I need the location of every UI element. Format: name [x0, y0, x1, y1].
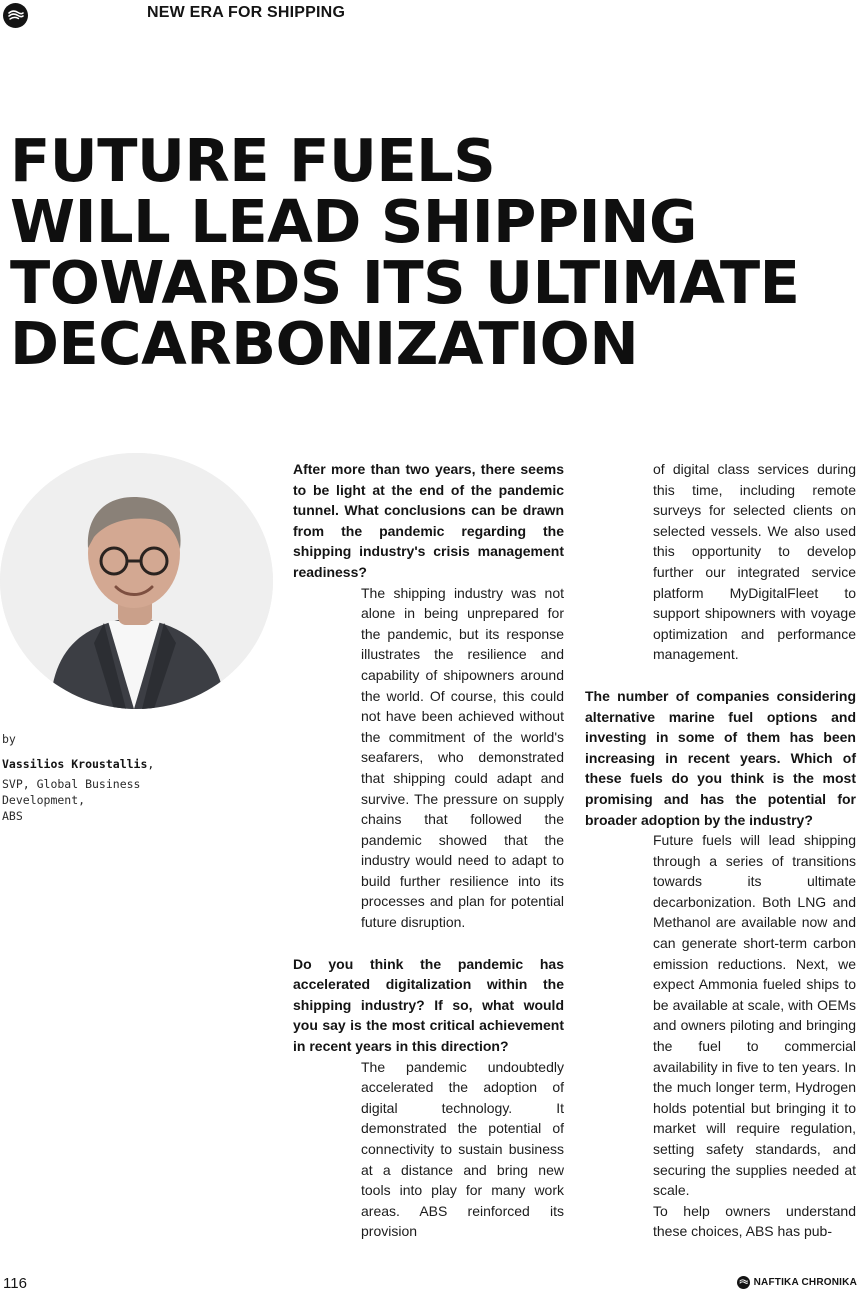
brand-logo-icon — [737, 1276, 750, 1289]
author-byline — [2, 731, 202, 824]
answer-2-continued: of digital class services during this time, including remote surveys for selected clients on selected vessels. We also used this opportunity to develop further our integrated service platform MyDigitalFleet to support shipowners with voyage optimization and performance management. — [653, 461, 856, 663]
author-title-line: Development, — [2, 793, 86, 807]
footer-brand — [737, 1276, 857, 1289]
answer-4: To help owners understand these choices, ABS has pub- — [653, 1202, 856, 1240]
author-portrait — [0, 453, 273, 709]
page-number: 116 — [3, 1275, 27, 1292]
headline-line: DECARBONIZATION — [10, 309, 639, 378]
author-title-line: SVP, Global Business — [2, 777, 141, 791]
article-column-2 — [293, 459, 564, 1242]
by-label: by — [2, 732, 16, 746]
answer-1: The shipping industry was not alone in being unprepared for the pandemic, but its response illustrates the resilience and capability of shipowners around the world. Of course, this could not have been achieved without the commitment of the world's seafarers, who demonstrated that shipping could adapt and survive. The pressure on supply chains that followed the pandemic showed that the industry would need to adapt to build further resilience into its processes and plan for potential future disruption. — [361, 584, 564, 931]
author-name-text: Vassilios Kroustallis — [2, 757, 148, 771]
headline-line: TOWARDS ITS ULTIMATE — [10, 248, 800, 317]
article-column-3 — [585, 459, 856, 1242]
article-headline — [10, 126, 855, 378]
author-name — [2, 756, 202, 772]
brand-name: NAFTIKA CHRONIKA — [753, 1277, 857, 1288]
question-3: The number of companies considering alternative marine fuel options and investing in some of them has been increasing in recent years. Which of these fuels do you think is the most promising and has the potential for broader adoption by the industry? — [585, 687, 856, 828]
publication-logo-icon — [3, 3, 28, 28]
section-label: NEW ERA FOR SHIPPING — [147, 4, 346, 21]
question-1: After more than two years, there seems to be light at the end of the pandemic tunnel. What conclusions can be drawn from the pandemic regarding the shipping industry's crisis management readiness? — [293, 461, 564, 580]
headline-line: WILL LEAD SHIPPING — [10, 187, 697, 256]
answer-3: Future fuels will lead shipping through a series of transitions towards its ultimate decarbonization. Both LNG and Methanol are available now and can generate short-term carbon emission reductions. Next, we expect Ammonia fueled ships to be available at scale, with OEMs and owners piloting and bringing the fuel to commercial availability in five to ten years. In the much longer term, Hydrogen holds potential but bringing it to market will require regulation, setting safety standards, and securing the supplies needed at scale. — [653, 832, 856, 1199]
headline-line: FUTURE FUELS — [10, 126, 496, 195]
author-title-line: ABS — [2, 809, 23, 823]
question-2: Do you think the pandemic has accelerated digitalization within the shipping industry? If so, what would you say is the most critical achievement in recent years in this direction? — [293, 955, 564, 1055]
author-name-comma: , — [147, 757, 155, 771]
answer-2: The pandemic undoubtedly accelerated the adoption of digital technology. It demonstrated the potential of connectivity to sustain business at a distance and bring new tools into play for many work areas. ABS reinforced its provision — [361, 1058, 564, 1240]
